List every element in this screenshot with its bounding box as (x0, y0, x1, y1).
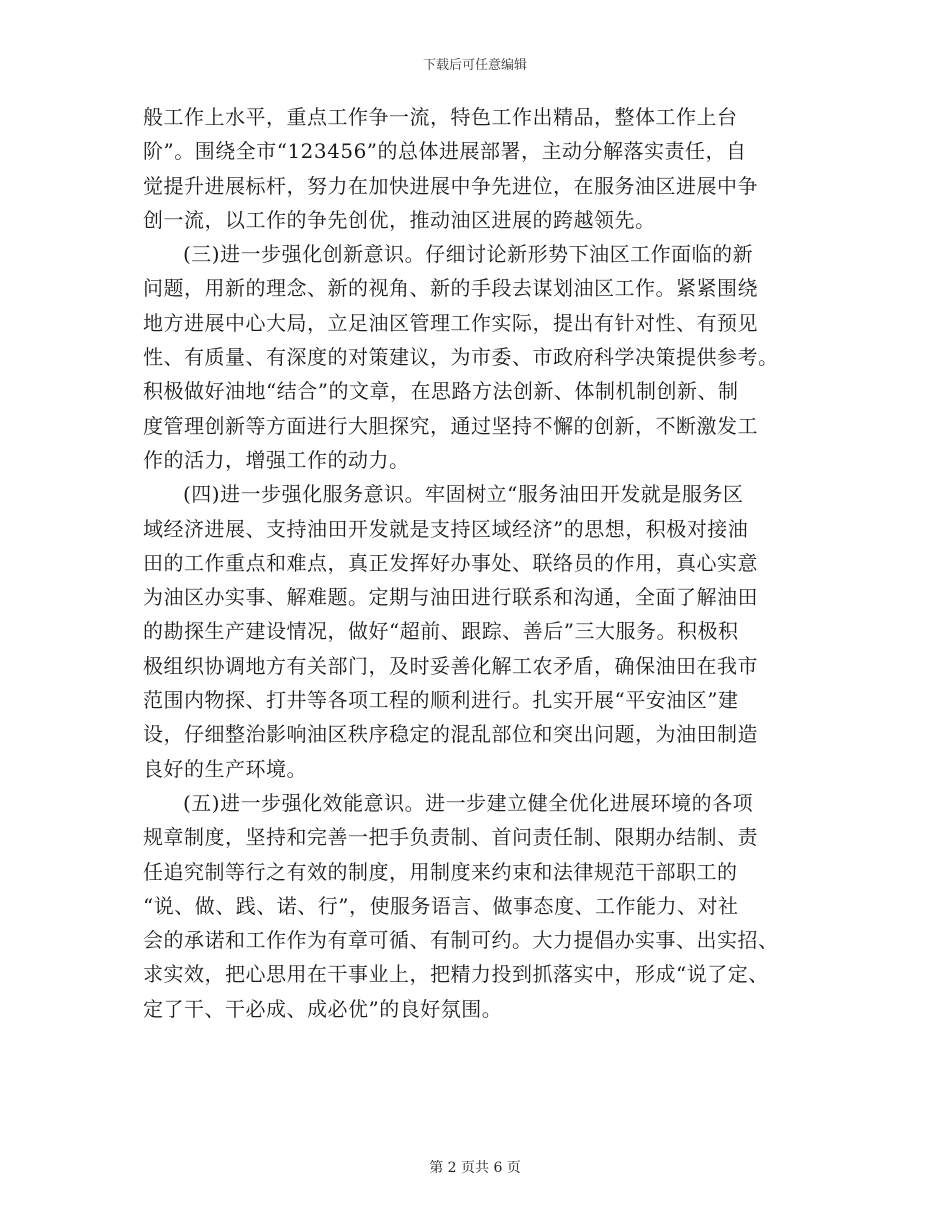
text-line: (五)进一步强化效能意识。进一步建立健全优化进展环境的各项 (183, 790, 754, 815)
text-line: 性、有质量、有深度的对策建议，为市委、市政府科学决策提供参考。 (143, 345, 779, 370)
text-line: 良好的生产环境。 (143, 756, 307, 781)
text-line: (四)进一步强化服务意识。牢固树立“服务油田开发就是服务区 (183, 482, 744, 507)
text-line: 定了干、干必成、成必优”的良好氛围。 (143, 996, 503, 1021)
document-body (143, 100, 807, 1026)
text-line: 为油区办实事、解难题。定期与油田进行联系和沟通，全面了解油田 (143, 585, 758, 610)
text-line: 阶”。围绕全市“123456”的总体进展部署，主动分解落实责任，自 (143, 139, 747, 164)
text-line: 作的活力，增强工作的动力。 (143, 447, 410, 472)
text-line: 会的承诺和工作作为有章可循、有制可约。大力提倡办实事、出实招、 (143, 928, 779, 953)
text-line: 极组织协调地方有关部门，及时妥善化解工农矛盾，确保油田在我市 (143, 653, 758, 678)
text-line: 积极做好油地“结合”的文章，在思路方法创新、体制机制创新、制 (143, 379, 739, 404)
text-line: “说、做、践、诺、行”，使服务语言、做事态度、工作能力、对社 (143, 893, 739, 918)
text-line: 问题，用新的理念、新的视角、新的手段去谋划油区工作。紧紧围绕 (143, 276, 758, 301)
text-line: 规章制度，坚持和完善一把手负责制、首问责任制、限期办结制、责 (143, 825, 758, 850)
text-line: 的勘探生产建设情况，做好“超前、跟踪、善后”三大服务。积极积 (143, 619, 739, 644)
text-line: 设，仔细整治影响油区秩序稳定的混乱部位和突出问题，为油田制造 (143, 722, 758, 747)
text-line: 般工作上水平，重点工作争一流，特色工作出精品，整体工作上台 (143, 105, 738, 129)
text-line: 范围内物探、打井等各项工程的顺利进行。扎实开展“平安油区”建 (143, 688, 739, 713)
text-line: (三)进一步强化创新意识。仔细讨论新形势下油区工作面临的新 (183, 242, 754, 267)
text-line: 域经济进展、支持油田开发就是支持区域经济”的思想，积极对接油 (143, 516, 749, 541)
text-line: 田的工作重点和难点，真正发挥好办事处、联络员的作用，真心实意 (143, 550, 758, 575)
page-number: 第 2 页共 6 页 (429, 1160, 521, 1176)
text-line: 地方进展中心大局，立足油区管理工作实际，提出有针对性、有预见 (143, 310, 758, 335)
text-line: 任追究制等行之有效的制度，用制度来约束和法律规范干部职工的 (143, 859, 738, 884)
text-line: 觉提升进展标杆，努力在加快进展中争先进位，在服务油区进展中争 (143, 173, 758, 198)
text-line: 创一流，以工作的争先创优，推动油区进展的跨越领先。 (143, 207, 656, 232)
text-line: 度管理创新等方面进行大胆探究，通过坚持不懈的创新，不断激发工 (143, 413, 758, 438)
text-line: 求实效，把心思用在干事业上，把精力投到抓落实中，形成“说了定、 (143, 962, 769, 987)
page-header: 下载后可任意编辑 (422, 58, 527, 73)
